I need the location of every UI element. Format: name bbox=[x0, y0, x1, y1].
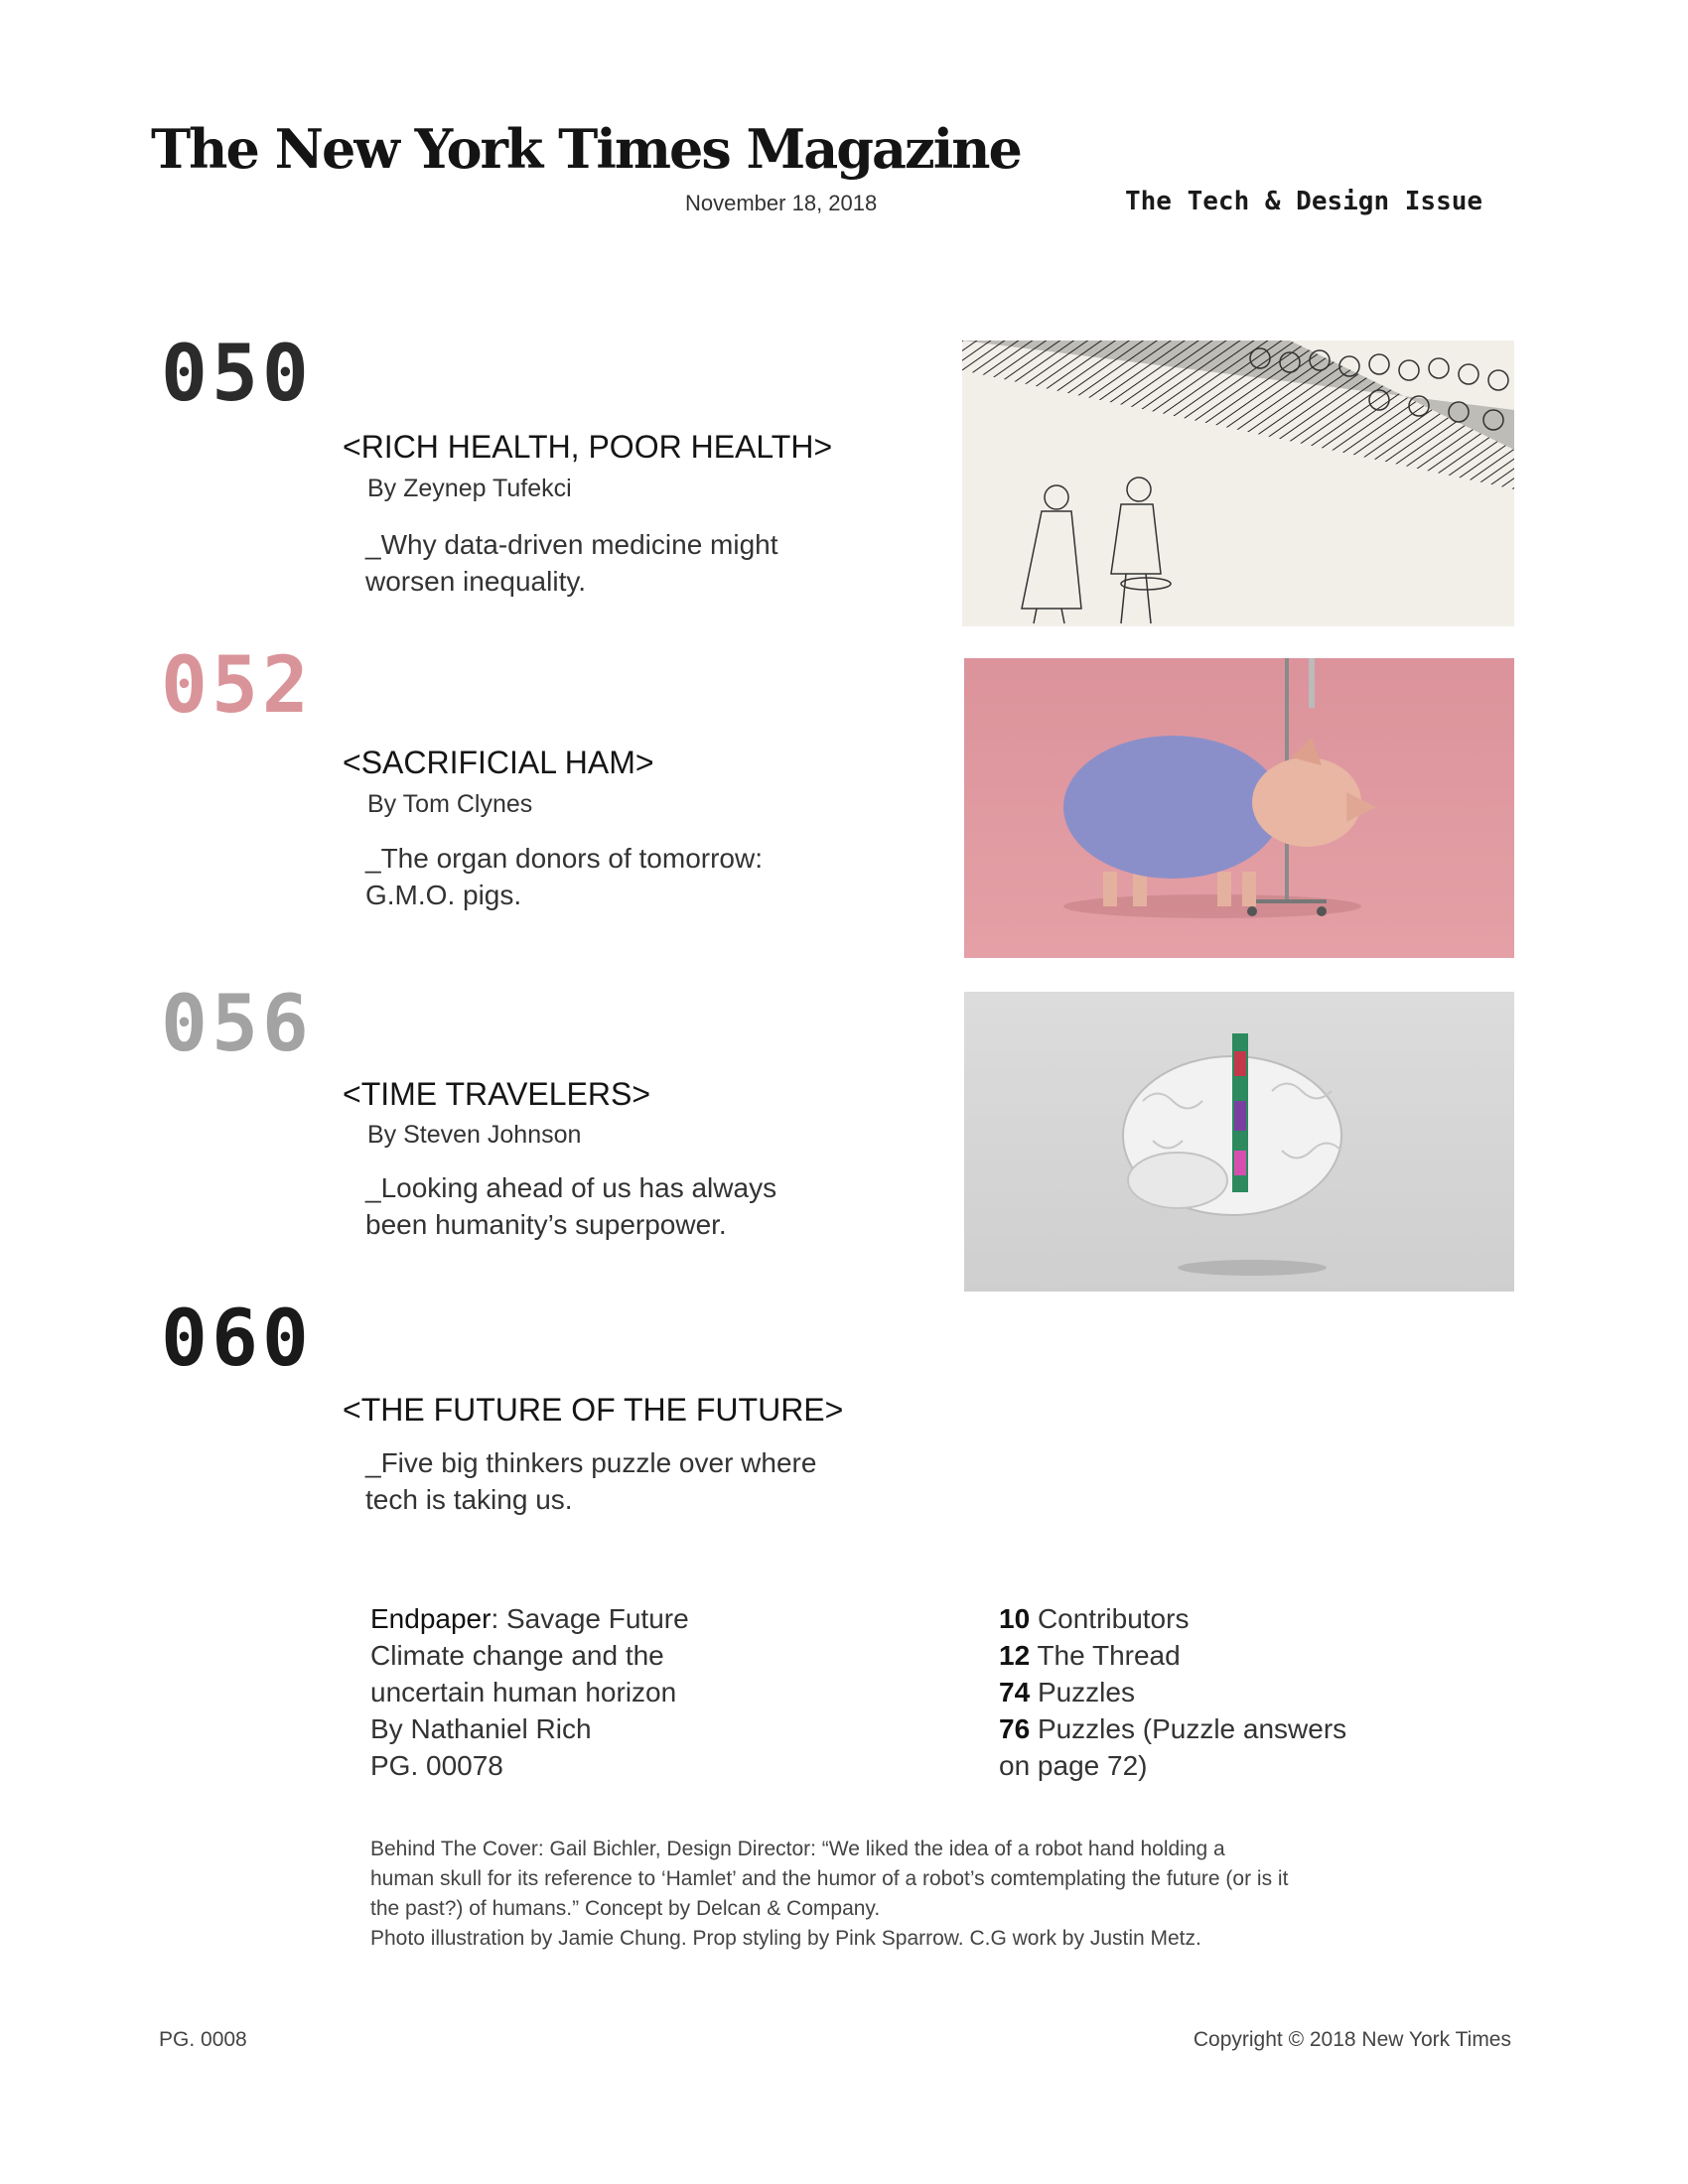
issue-title: The Tech & Design Issue bbox=[1125, 187, 1483, 216]
doctor-illustration-icon[interactable] bbox=[962, 341, 1514, 626]
endpaper-line: uncertain human horizon bbox=[370, 1677, 677, 1707]
endpaper-line: Climate change and the bbox=[370, 1640, 664, 1671]
index-item[interactable] bbox=[999, 1637, 1356, 1674]
page-number-060: 060 bbox=[161, 1295, 313, 1384]
brain-photo-icon[interactable] bbox=[964, 992, 1514, 1292]
doctor-illustration-art bbox=[962, 341, 1514, 626]
index-label: The Thread bbox=[1037, 1640, 1181, 1671]
article-title[interactable]: <THE FUTURE OF THE FUTURE> bbox=[343, 1392, 844, 1428]
index-item[interactable] bbox=[999, 1710, 1356, 1784]
article-dek: _Why data-driven medicine might worsen inequality. bbox=[365, 529, 778, 597]
article-dek: _The organ donors of tomorrow: G.M.O. pigs. bbox=[365, 843, 763, 910]
brain-photo-art bbox=[964, 992, 1514, 1292]
article-title[interactable]: <RICH HEALTH, POOR HEALTH> bbox=[343, 429, 833, 465]
endpaper-block[interactable] bbox=[370, 1600, 787, 1784]
index-item[interactable] bbox=[999, 1600, 1356, 1637]
index-label: Contributors bbox=[1037, 1603, 1190, 1634]
article-byline: By Zeynep Tufekci bbox=[367, 475, 572, 502]
endpaper-byline: By Nathaniel Rich bbox=[370, 1713, 592, 1744]
page-footer-number: PG. 0008 bbox=[159, 2028, 247, 2051]
cover-note bbox=[370, 1835, 1294, 1954]
endpaper-page: PG. 00078 bbox=[370, 1750, 503, 1781]
department-index bbox=[999, 1600, 1356, 1784]
index-page: 12 bbox=[999, 1640, 1031, 1671]
copyright: Copyright © 2018 New York Times bbox=[1193, 2028, 1511, 2051]
cover-note-credits: Photo illustration by Jamie Chung. Prop styling by Pink Sparrow. C.G work by Justin Metz. bbox=[370, 1927, 1201, 1950]
pig-photo-icon[interactable] bbox=[964, 658, 1514, 958]
article-byline: By Steven Johnson bbox=[367, 1121, 582, 1149]
index-item[interactable] bbox=[999, 1674, 1356, 1710]
pig-photo-art bbox=[964, 658, 1514, 958]
index-label: Puzzles (Puzzle answers on page 72) bbox=[999, 1713, 1347, 1781]
article-byline: By Tom Clynes bbox=[367, 790, 533, 818]
article-dek: _Five big thinkers puzzle over where tech is taking us. bbox=[365, 1447, 817, 1515]
index-label: Puzzles bbox=[1037, 1677, 1135, 1707]
page-number-056: 056 bbox=[161, 980, 313, 1069]
masthead: The New York Times Magazine bbox=[151, 117, 1021, 181]
page-number-052: 052 bbox=[161, 641, 313, 731]
endpaper-label: Endpaper bbox=[370, 1603, 492, 1634]
article-dek: _Looking ahead of us has always been humanity’s superpower. bbox=[365, 1172, 777, 1240]
page-number-050: 050 bbox=[161, 330, 313, 419]
issue-date: November 18, 2018 bbox=[685, 191, 878, 215]
index-page: 76 bbox=[999, 1713, 1031, 1744]
cover-note-text: Behind The Cover: Gail Bichler, Design Director: “We liked the idea of a robot hand holding a human skull for its reference to ‘Hamlet’ and the humor of a robot’s comtemplating the future (or is it the past?) of humans.” Concept by Delcan & Company. bbox=[370, 1838, 1289, 1920]
index-page: 10 bbox=[999, 1603, 1031, 1634]
endpaper-title: : Savage Future bbox=[491, 1603, 689, 1634]
index-page: 74 bbox=[999, 1677, 1031, 1707]
article-title[interactable]: <TIME TRAVELERS> bbox=[343, 1076, 651, 1112]
article-title[interactable]: <SACRIFICIAL HAM> bbox=[343, 745, 654, 780]
